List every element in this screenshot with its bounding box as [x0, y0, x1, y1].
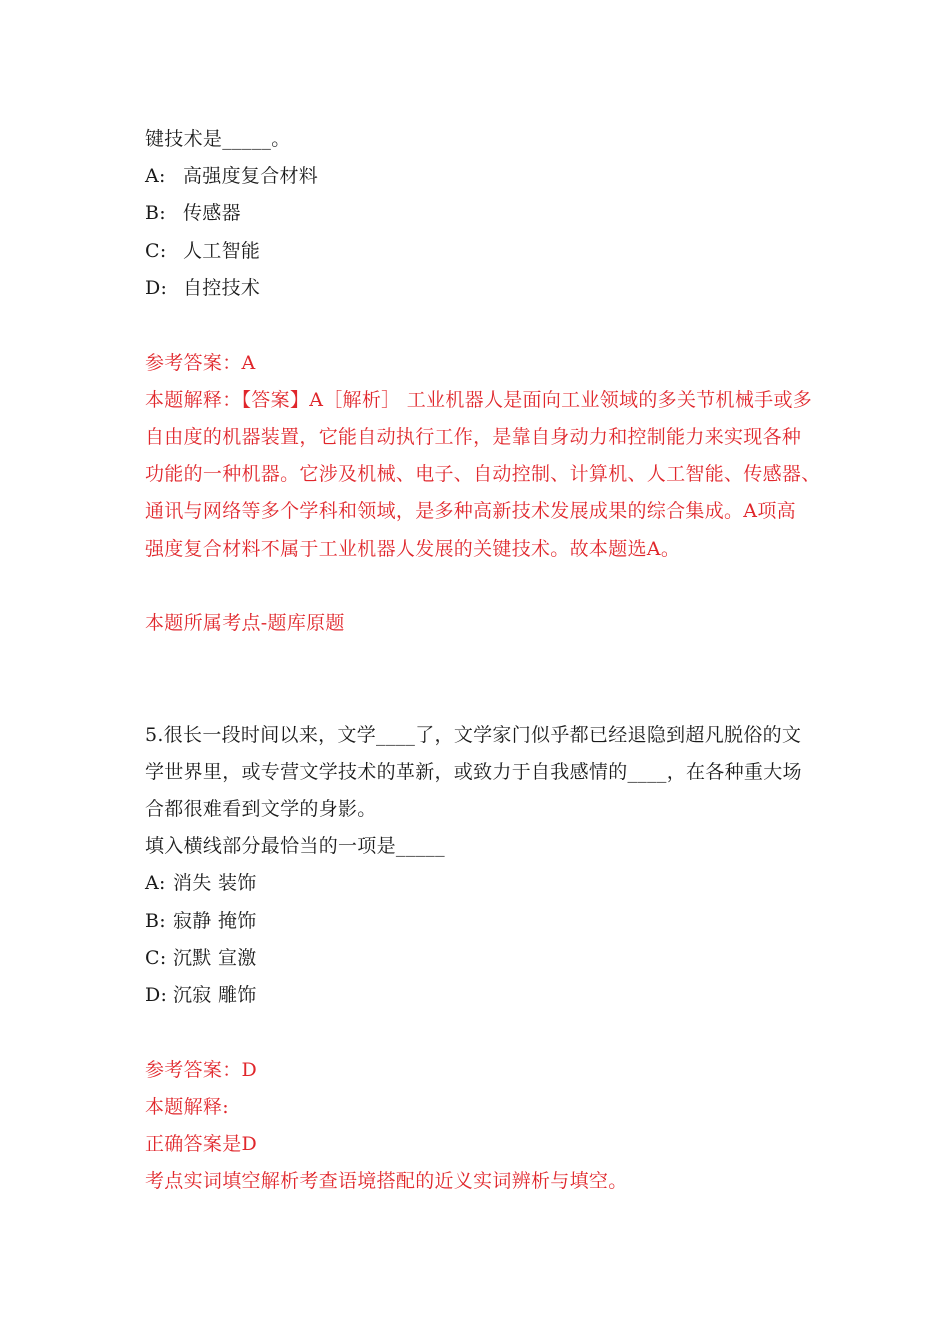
q5-option-d-key: D:	[145, 984, 168, 1006]
q4-answer: 参考答案：A	[145, 352, 256, 374]
q5-answer: 参考答案：D	[145, 1059, 258, 1081]
q5-option-b	[145, 909, 257, 933]
q4-option-d	[145, 276, 260, 300]
q4-option-b-key: B:	[145, 202, 166, 224]
q5-stem-line: 学世界里，或专营文学技术的革新，或致力于自我感情的____，在各种重大场	[145, 761, 802, 783]
q4-explanation-line: 强度复合材料不属于工业机器人发展的关键技术。故本题选A。	[145, 538, 681, 560]
q4-topic: 本题所属考点-题库原题	[145, 612, 345, 634]
q5-stem-line: 合都很难看到文学的身影。	[145, 798, 377, 820]
q5-stem-line: 5.很长一段时间以来，文学____了，文学家门似乎都已经退隐到超凡脱俗的文	[145, 724, 802, 746]
q5-option-a	[145, 871, 257, 895]
q4-option-b	[145, 201, 241, 225]
q4-stem-tail: 键技术是_____。	[145, 128, 291, 150]
q5-option-b-text: 寂静 掩饰	[173, 910, 257, 932]
q5-topic: 考点实词填空解析考查语境搭配的近义实词辨析与填空。	[145, 1170, 628, 1192]
q4-explanation-line: 功能的一种机器。它涉及机械、电子、自动控制、计算机、人工智能、传感器、	[145, 463, 821, 485]
q4-option-d-text: 自控技术	[183, 277, 261, 299]
q4-option-a-text: 高强度复合材料	[183, 165, 319, 187]
q5-option-a-text: 消失 装饰	[173, 872, 257, 894]
q4-option-c-text: 人工智能	[183, 240, 261, 262]
q4-option-a-key: A:	[145, 165, 166, 187]
q4-option-a	[145, 164, 318, 188]
q5-option-c-text: 沉默 宣激	[173, 947, 257, 969]
q4-option-c-key: C:	[145, 240, 167, 262]
q4-option-b-text: 传感器	[183, 202, 241, 224]
q5-option-d	[145, 983, 257, 1007]
q4-option-c	[145, 239, 260, 263]
q5-option-c-key: C:	[145, 947, 167, 969]
q4-option-d-key: D:	[145, 277, 168, 299]
q4-explanation-line: 本题解释：【答案】A［解析］ 工业机器人是面向工业领域的多关节机械手或多	[145, 389, 813, 411]
q4-explanation-line: 自由度的机器装置，它能自动执行工作，是靠自身动力和控制能力来实现各种	[145, 426, 802, 448]
q5-explanation-label: 本题解释:	[145, 1096, 229, 1118]
q5-option-c	[145, 946, 257, 970]
q5-prompt: 填入横线部分最恰当的一项是_____	[145, 835, 445, 857]
q5-option-b-key: B:	[145, 910, 166, 932]
q4-explanation-line: 通讯与网络等多个学科和领域，是多种高新技术发展成果的综合集成。A项高	[145, 500, 796, 522]
q5-correct-answer: 正确答案是D	[145, 1133, 258, 1155]
q5-option-a-key: A:	[145, 872, 166, 894]
q5-option-d-text: 沉寂 雕饰	[173, 984, 257, 1006]
